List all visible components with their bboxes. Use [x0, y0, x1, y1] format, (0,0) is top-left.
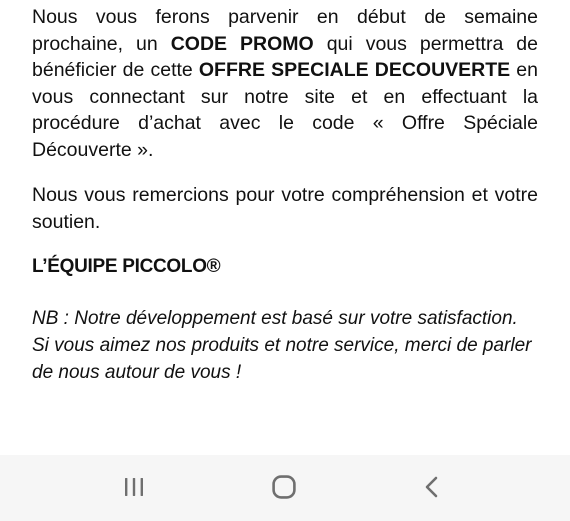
- android-navigation-bar: [0, 455, 570, 521]
- thanks-paragraph: Nous vous remercions pour votre compréhension et votre soutien.: [32, 184, 538, 233]
- back-icon: [421, 475, 443, 499]
- promo-text-part-1: Nous vous ferons parvenir en début de semaine prochaine, un: [32, 6, 538, 55]
- recents-button[interactable]: [104, 467, 164, 507]
- promo-paragraph: [32, 4, 538, 163]
- promo-code-highlight: CODE PROMO: [170, 32, 314, 55]
- special-offer-highlight: OFFRE SPECIALE DECOUVERTE: [198, 59, 511, 81]
- recents-icon: [122, 475, 146, 499]
- promo-text-part-2: qui vous permettra de bénéficier de cette: [32, 32, 538, 81]
- message-body: [32, 4, 538, 386]
- home-icon: [271, 474, 297, 500]
- back-button[interactable]: [402, 467, 462, 507]
- signature: L’ÉQUIPE PICCOLO®: [32, 256, 221, 277]
- promo-text-part-3: en vous connectant sur notre site et en effectuant la procédure d’achat avec le code « Offre Spéciale Découverte ».: [32, 59, 538, 161]
- note-paragraph: NB : Notre développement est basé sur votre satisfaction. Si vous aimez nos produits et notre service, merci de parler de nous autour de vous !: [32, 307, 532, 383]
- home-button[interactable]: [254, 467, 314, 507]
